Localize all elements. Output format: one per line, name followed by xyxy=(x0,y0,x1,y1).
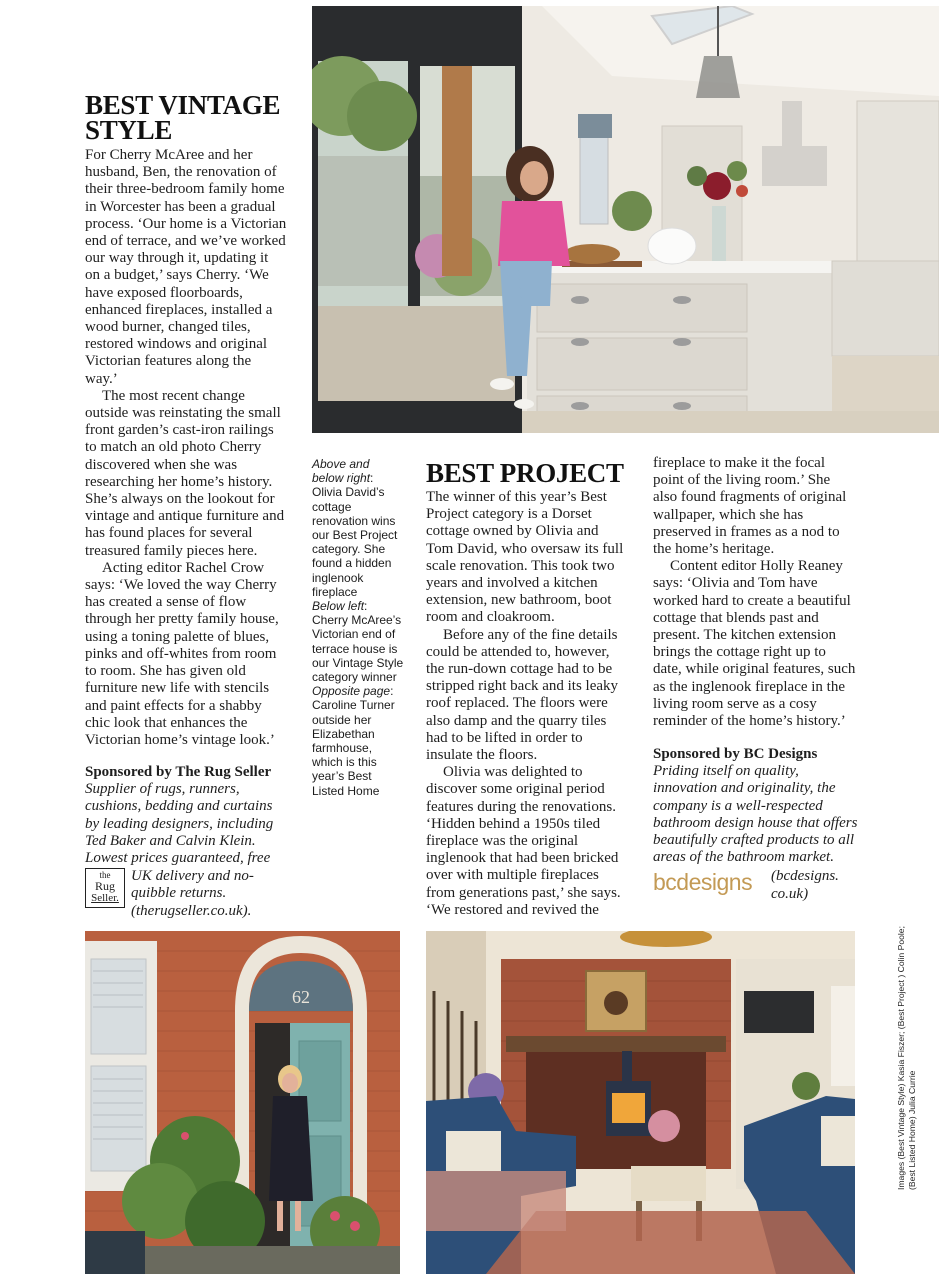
caption-label-above-below-right: Above and below right xyxy=(312,457,371,486)
image-credits xyxy=(896,920,920,1190)
project-paragraph-1: The winner of this year’s Best Project category is a Dorset cottage owned by Olivia and Tom David, who oversaw its full scale renovation. This took two years and involved a kitchen extension, new bathroom, boot room and cloakroom. xyxy=(426,489,624,626)
kitchen-photo xyxy=(312,6,939,433)
rug-seller-logo-rug: Rug xyxy=(94,879,115,894)
caption-label-below-left: Below left xyxy=(312,599,365,614)
bc-designs-sponsor-title: Sponsored by BC Designs xyxy=(653,746,818,762)
best-project-heading: BEST PROJECT xyxy=(426,458,624,488)
victorian-house-photo xyxy=(85,931,400,1274)
rug-seller-logo xyxy=(85,868,125,908)
project-paragraph-5: Content editor Holly Reaney says: ‘Olivia and Tom have worked hard to create a beautiful cottage that blends past and present. The kitchen extension brings the cottage right up to date, while original features, such as the inglenook fireplace in the living room serve as a cosy reminder of the home’s history.’ xyxy=(653,558,856,730)
project-paragraph-2: Before any of the fine details could be attended to, however, the run-down cottage had to be stripped right back and its leaky roof replaced. The floors were also damp and the quarry tiles had to be lifted in order to insulate the floors. xyxy=(426,626,619,764)
project-paragraph-3: Olivia was delighted to discover some original period features during the renovations. ‘Hidden behind a 1950s tiled fireplace was the original inglenook that had been bricked over with multiple fireplaces from generations past,’ she says. ‘We restored and revived the xyxy=(426,764,621,918)
rug-seller-sponsor-block xyxy=(85,764,287,920)
rug-seller-sponsor-description: Supplier of rugs, runners, cushions, bedding and curtains by leading designers, including Ted Baker and Calvin Klein. Lowest prices guaranteed, free xyxy=(85,781,274,867)
vintage-style-heading: BEST VINTAGE STYLE xyxy=(85,90,281,145)
living-room-photo xyxy=(426,931,855,1274)
vintage-paragraph-2: The most recent change outside was reinstating the small front garden’s cast-iron railings to match an old photo Cherry discovered when she was researching her home’s history. She’s always on the lookout for vintage and antique furniture and has found places for several treasured family pieces here. xyxy=(85,387,285,559)
vintage-paragraph-1: For Cherry McAree and her husband, Ben, the renovation of their three-bedroom family home in Worcester has been a gradual process. ‘Our home is a Victorian end of terrace, and we’ve worked our way through it, updating it on a budget,’ says Cherry. ‘We have exposed floorboards, enhanced fireplaces, installed a wood burner, changed tiles, restored windows and original Victorian features along the way.’ xyxy=(85,147,287,387)
rug-seller-sponsor-title: Sponsored by The Rug Seller xyxy=(85,764,272,780)
best-project-article-col2 xyxy=(653,455,858,730)
bc-designs-sponsor-block xyxy=(653,746,858,903)
rug-seller-logo-the: the xyxy=(99,870,111,881)
caption-text-1: Olivia David’s cottage renovation wins our Best Project category. She found a hidden inglenook fireplace xyxy=(312,485,398,599)
vintage-paragraph-3: Acting editor Rachel Crow says: ‘We loved the way Cherry has created a sense of flow through her pretty family house, using a toning palette of blues, pinks and off-whites from room to room. She has given old furniture new life with stencils and paint effects for a shabby chic look that enhances the Victorian home’s vintage look.’ xyxy=(85,559,279,748)
rug-seller-logo-seller: Seller. xyxy=(91,892,119,905)
house-number: 62 xyxy=(292,987,310,1007)
bc-designs-logo: bcdesigns xyxy=(653,869,753,896)
photo-captions: Above and below right: Olivia David’s cottage renovation wins our Best Project category. She found a hidden inglenook fireplace Below left: Cherry McAree’s Victorian end of terrace house is our Vintage Style category winner Opposite page: Caroline Turner outside her Elizabethan farmhouse, which is this year’s Best Listed Home xyxy=(312,457,404,798)
rug-seller-sponsor-description-cont: UK delivery and no-quibble returns. (therugseller.co.uk). xyxy=(131,868,254,919)
best-project-article-col1 xyxy=(426,489,629,919)
caption-text-3: Caroline Turner outside her Elizabethan farmhouse, which is this year’s Best Listed Home xyxy=(312,698,395,798)
bc-designs-website: (bcdesigns. co.uk) xyxy=(771,868,839,902)
project-paragraph-4: fireplace to make it the focal point of the living room.’ She also found fragments of original wallpaper, which she has preserved in frames as a nod to the home’s heritage. xyxy=(653,455,847,558)
caption-label-opposite-page: Opposite page xyxy=(312,684,391,699)
bc-designs-sponsor-description: Priding itself on quality, innovation and originality, the company is a well-respected bathroom design house that offers beautifully crafted products to all areas of the bathroom market. xyxy=(653,763,858,866)
caption-text-2: Cherry McAree’s Victorian end of terrace house is our Vintage Style category winner xyxy=(312,613,404,685)
image-credits-text: Images (Best Vintage Style) Kasia Fiszer; (Best Project ) Colin Poole; (Best Listed Home) Julia Currie xyxy=(896,926,917,1190)
vintage-style-article xyxy=(85,147,287,749)
